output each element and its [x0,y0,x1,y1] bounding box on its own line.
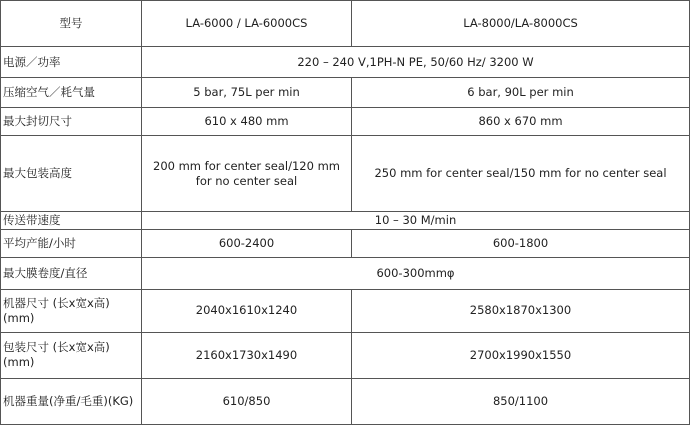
row-value-span: 600-300mmφ [142,258,690,289]
row-label: 电源／功率 [1,47,142,77]
row-value-a: 2040x1610x1240 [142,289,352,332]
header-model-b: LA-8000/LA-8000CS [352,1,690,47]
row-value-a: 200 mm for center seal/120 mm for no center seal [142,136,352,212]
table-row-air [1,77,690,107]
row-value-a: 2160x1730x1490 [142,333,352,378]
row-label: 机器尺寸 (长x宽x高)(mm) [1,289,142,332]
table-row-package-size [1,333,690,378]
header-model-label: 型号 [1,1,142,47]
row-value-b: 2580x1870x1300 [352,289,690,332]
row-value-b: 6 bar, 90L per min [352,77,690,107]
table-row-film [1,258,690,289]
row-value-b: 2700x1990x1550 [352,333,690,378]
row-value-b: 250 mm for center seal/150 mm for no center seal [352,136,690,212]
row-value-b: 600-1800 [352,230,690,258]
table-row-conveyor [1,211,690,229]
table-row-seal-size [1,108,690,136]
table-row-power [1,47,690,77]
header-model-a: LA-6000 / LA-6000CS [142,1,352,47]
row-label: 机器重量(净重/毛重)(KG) [1,378,142,425]
row-label: 最大膜卷度/直径 [1,258,142,289]
row-value-a: 610 x 480 mm [142,108,352,136]
row-label: 最大封切尺寸 [1,108,142,136]
table-row-pack-height [1,136,690,212]
header-row [1,1,690,47]
row-value-b: 850/1100 [352,378,690,425]
row-label: 压缩空气／耗气量 [1,77,142,107]
table-row-capacity [1,230,690,258]
row-value-b: 860 x 670 mm [352,108,690,136]
row-value-span: 10 – 30 M/min [142,211,690,229]
row-value-span: 220 – 240 V,1PH-N PE, 50/60 Hz/ 3200 W [142,47,690,77]
row-value-a: 600-2400 [142,230,352,258]
row-label: 包装尺寸 (长x宽x高)(mm) [1,333,142,378]
row-label: 传送带速度 [1,211,142,229]
row-value-a: 610/850 [142,378,352,425]
table-row-weight [1,378,690,425]
row-label: 平均产能/小时 [1,230,142,258]
row-value-a: 5 bar, 75L per min [142,77,352,107]
table-row-machine-size [1,289,690,332]
row-label: 最大包装高度 [1,136,142,212]
